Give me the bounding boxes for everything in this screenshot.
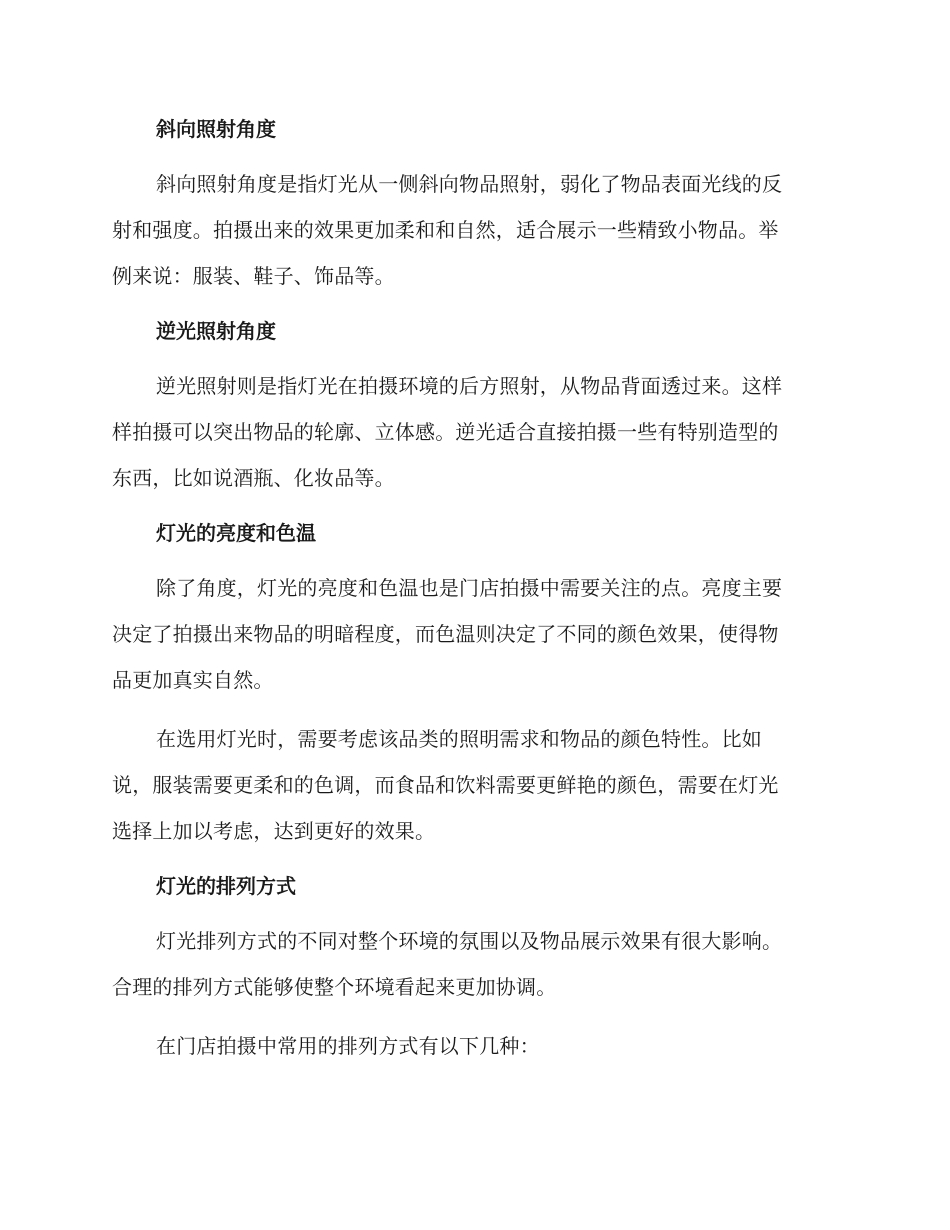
- text-line: 样拍摄可以突出物品的轮廓、立体感。逆光适合直接拍摄一些有特别造型的: [112, 420, 779, 444]
- section-heading: 灯光的排列方式: [156, 874, 296, 898]
- section-heading: 逆光照射角度: [156, 319, 276, 343]
- paragraph: [112, 161, 832, 299]
- section-heading: 斜向照射角度: [156, 117, 276, 141]
- document-page: [112, 110, 832, 1082]
- text-line: 逆光照射则是指灯光在拍摄环境的后方照射，从物品背面透过来。这样: [156, 374, 783, 398]
- text-line: 决定了拍摄出来物品的明暗程度，而色温则决定了不同的颜色效果，使得物: [112, 622, 779, 646]
- text-line: 斜向照射角度是指灯光从一侧斜向物品照射，弱化了物品表面光线的反: [156, 172, 783, 196]
- paragraph: [112, 363, 832, 501]
- text-line: 东西，比如说酒瓶、化妆品等。: [112, 466, 395, 490]
- text-line: 在选用灯光时，需要考虑该品类的照明需求和物品的颜色特性。比如: [156, 727, 762, 751]
- text-line: 合理的排列方式能够使整个环境看起来更加协调。: [112, 975, 557, 999]
- text-line: 射和强度。拍摄出来的效果更加柔和和自然，适合展示一些精致小物品。举: [112, 218, 779, 242]
- paragraph: [112, 716, 832, 854]
- paragraph: [112, 565, 832, 703]
- text-line: 品更加真实自然。: [112, 668, 274, 692]
- text-line: 灯光排列方式的不同对整个环境的氛围以及物品展示效果有很大影响。: [156, 929, 783, 953]
- section-heading: 灯光的亮度和色温: [156, 521, 316, 545]
- text-line: 例来说：服装、鞋子、饰品等。: [112, 264, 395, 288]
- text-line: 说，服装需要更柔和的色调，而食品和饮料需要更鲜艳的颜色，需要在灯光: [112, 773, 779, 797]
- text-line: 除了角度，灯光的亮度和色温也是门店拍摄中需要关注的点。亮度主要: [156, 576, 783, 600]
- text-line: 在门店拍摄中常用的排列方式有以下几种：: [156, 1034, 540, 1058]
- text-line: 选择上加以考虑，达到更好的效果。: [112, 819, 436, 843]
- paragraph: [112, 1023, 832, 1069]
- paragraph: [112, 918, 832, 1010]
